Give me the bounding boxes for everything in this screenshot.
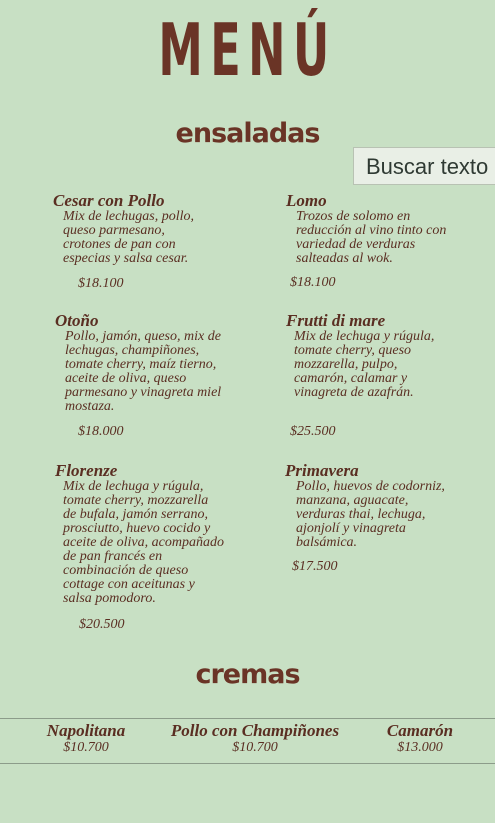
item-description: Pollo, jamón, queso, mix de lechugas, champiñones, tomate cherry, maíz tierno, aceite de oliva, queso parmesano y vinagreta miel mostaza. xyxy=(65,329,222,414)
cream-item xyxy=(22,722,150,756)
cream-item xyxy=(160,722,350,756)
item-name: Camarón xyxy=(386,721,454,740)
divider-bottom xyxy=(0,763,495,764)
item-price: $17.500 xyxy=(292,559,338,574)
item-description: Mix de lechugas, pollo, queso parmesano, crotones de pan con especias y salsa cesar. xyxy=(63,209,195,266)
item-name: Lomo xyxy=(286,191,327,210)
item-name: Otoño xyxy=(55,311,99,330)
item-name: Cesar con Pollo xyxy=(53,191,165,210)
item-price: $10.700 xyxy=(63,740,109,755)
item-price: $18.100 xyxy=(78,276,124,291)
item-name: Pollo con Champiñones xyxy=(170,721,340,740)
menu-item xyxy=(53,192,233,266)
menu-item xyxy=(55,462,255,606)
item-name: Frutti di mare xyxy=(286,311,386,330)
cream-item xyxy=(360,722,480,756)
menu-title: MENÚ xyxy=(158,8,337,92)
item-description: Mix de lechuga y rúgula, tomate cherry, mozzarella de bufala, jamón serrano, prosciutto, huevo cocido y aceite de oliva, acompañado de pan francés en combinación de queso cottage con aceitunas y salsa pomodoro. xyxy=(63,479,224,606)
item-price: $25.500 xyxy=(290,424,336,439)
menu-item xyxy=(55,312,245,414)
menu-item xyxy=(286,192,486,266)
item-description: Pollo, huevos de codorniz, manzana, aguacate, verduras thai, lechuga, ajonjolí y vinagreta balsámica. xyxy=(296,479,445,550)
item-name: Florenze xyxy=(55,461,118,480)
section-title-creams: cremas xyxy=(195,659,300,690)
divider-top xyxy=(0,718,495,719)
menu-item xyxy=(286,312,486,400)
item-price: $10.700 xyxy=(232,740,278,755)
item-price: $20.500 xyxy=(79,617,125,632)
item-description: Mix de lechuga y rúgula, tomate cherry, queso mozzarella, pulpo, camarón, calamar y vinagreta de azafrán. xyxy=(294,329,435,400)
item-price: $18.100 xyxy=(290,275,336,290)
menu-item xyxy=(285,462,485,550)
item-description: Trozos de solomo en reducción al vino tinto con variedad de verduras salteadas al wok. xyxy=(296,209,447,266)
item-price: $13.000 xyxy=(397,740,443,755)
section-title-salads: ensaladas xyxy=(175,118,320,149)
item-price: $18.000 xyxy=(78,424,124,439)
search-text-button[interactable]: Buscar texto xyxy=(353,147,495,185)
item-name: Primavera xyxy=(285,461,359,480)
item-name: Napolitana xyxy=(46,721,126,740)
